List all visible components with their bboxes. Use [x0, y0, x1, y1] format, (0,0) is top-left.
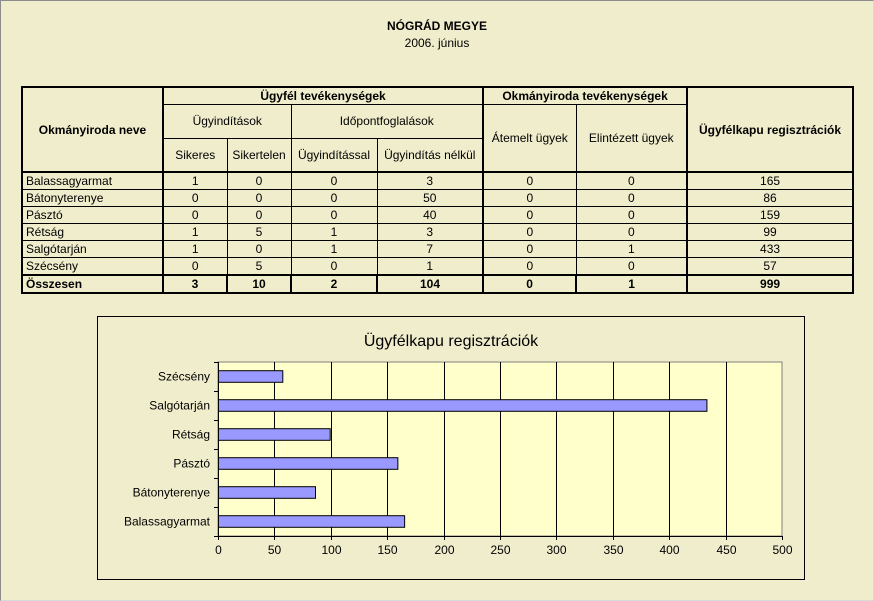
x-tick-label: 200 — [434, 543, 455, 557]
page-title: NÓGRÁD MEGYE — [386, 19, 487, 33]
table-row — [22, 241, 853, 258]
x-tick-label: 0 — [215, 543, 222, 557]
bar — [219, 400, 707, 412]
header-initiations: Ügyindítások — [163, 104, 291, 138]
header-fail: Sikertelen — [227, 138, 291, 172]
page-subtitle: 2006. június — [404, 36, 470, 50]
cell-success: 0 — [163, 258, 227, 276]
cell-with-initiation: 0 — [291, 207, 377, 224]
y-tick-label: Bátonyterenye — [132, 485, 210, 500]
y-tick-label: Balassagyarmat — [123, 514, 210, 529]
cell-processed: 0 — [576, 172, 687, 190]
header-with-initiation: Ügyindítással — [291, 138, 377, 172]
header-client-activities: Ügyfél tevékenységek — [163, 87, 483, 104]
cell-with-initiation: 0 — [291, 190, 377, 207]
cell-transferred: 0 — [483, 241, 576, 258]
cell-portal: 86 — [687, 190, 853, 207]
bar — [219, 371, 283, 383]
cell-without-initiation: 1 — [377, 258, 483, 276]
y-tick-label: Szécsény — [157, 369, 210, 384]
table-row — [22, 207, 853, 224]
x-tick-label: 100 — [321, 543, 342, 557]
x-tick-label: 500 — [772, 543, 793, 557]
cell-portal: 99 — [687, 224, 853, 241]
total-row — [22, 275, 853, 293]
cell-transferred: 0 — [483, 224, 576, 241]
cell-fail: 0 — [227, 172, 291, 190]
table-row — [22, 172, 853, 190]
cell-fail: 0 — [227, 241, 291, 258]
total-portal: 999 — [687, 275, 853, 293]
cell-with-initiation: 0 — [291, 172, 377, 190]
x-tick-label: 150 — [377, 543, 398, 557]
cell-portal: 165 — [687, 172, 853, 190]
bar — [219, 487, 316, 499]
header-appointments: Időpontfoglalások — [291, 104, 483, 138]
x-tick-label: 300 — [546, 543, 567, 557]
header-portal-registrations: Ügyfélkapu regisztrációk — [687, 87, 853, 172]
cell-transferred: 0 — [483, 190, 576, 207]
x-tick-label: 350 — [603, 543, 624, 557]
bar-chart — [97, 316, 805, 580]
cell-without-initiation: 3 — [377, 224, 483, 241]
table-row — [22, 190, 853, 207]
office-name: Rétság — [22, 224, 163, 241]
cell-with-initiation: 1 — [291, 224, 377, 241]
cell-without-initiation: 7 — [377, 241, 483, 258]
total-with-initiation: 2 — [291, 275, 377, 293]
header-office-activities: Okmányiroda tevékenységek — [483, 87, 687, 104]
header-success: Sikeres — [163, 138, 227, 172]
cell-without-initiation: 40 — [377, 207, 483, 224]
cell-portal: 159 — [687, 207, 853, 224]
total-label: Összesen — [22, 275, 163, 293]
cell-transferred: 0 — [483, 172, 576, 190]
header-without-initiation: Ügyindítás nélkül — [377, 138, 483, 172]
bar — [219, 429, 331, 441]
total-transferred: 0 — [483, 275, 576, 293]
x-tick-label: 50 — [267, 543, 282, 557]
cell-processed: 0 — [576, 207, 687, 224]
total-success: 3 — [163, 275, 227, 293]
cell-fail: 0 — [227, 207, 291, 224]
cell-success: 1 — [163, 172, 227, 190]
total-fail: 10 — [227, 275, 291, 293]
cell-success: 0 — [163, 190, 227, 207]
cell-success: 1 — [163, 224, 227, 241]
office-name: Szécsény — [22, 258, 163, 276]
chart-title: Ügyfélkapu regisztrációk — [363, 333, 539, 350]
total-processed: 1 — [576, 275, 687, 293]
y-tick-label: Pásztó — [173, 456, 210, 471]
x-tick-label: 450 — [716, 543, 737, 557]
cell-fail: 0 — [227, 190, 291, 207]
statistics-table — [21, 86, 854, 294]
header-transferred: Átemelt ügyek — [483, 104, 576, 172]
y-tick-label: Rétság — [171, 427, 210, 442]
cell-processed: 0 — [576, 190, 687, 207]
cell-transferred: 0 — [483, 258, 576, 276]
office-name: Salgótarján — [22, 241, 163, 258]
cell-portal: 57 — [687, 258, 853, 276]
x-tick-label: 250 — [490, 543, 511, 557]
cell-with-initiation: 0 — [291, 258, 377, 276]
cell-with-initiation: 1 — [291, 241, 377, 258]
header-processed: Elintézett ügyek — [576, 104, 687, 172]
cell-without-initiation: 3 — [377, 172, 483, 190]
bar — [219, 516, 405, 528]
cell-without-initiation: 50 — [377, 190, 483, 207]
table-row — [22, 224, 853, 241]
cell-success: 1 — [163, 241, 227, 258]
cell-processed: 0 — [576, 224, 687, 241]
bar — [219, 458, 398, 470]
cell-processed: 0 — [576, 258, 687, 276]
office-name: Balassagyarmat — [22, 172, 163, 190]
x-tick-label: 400 — [659, 543, 680, 557]
cell-processed: 1 — [576, 241, 687, 258]
cell-success: 0 — [163, 207, 227, 224]
cell-fail: 5 — [227, 258, 291, 276]
office-name: Pásztó — [22, 207, 163, 224]
cell-transferred: 0 — [483, 207, 576, 224]
cell-fail: 5 — [227, 224, 291, 241]
cell-portal: 433 — [687, 241, 853, 258]
table-row — [22, 258, 853, 276]
y-tick-label: Salgótarján — [149, 398, 210, 413]
office-name: Bátonyterenye — [22, 190, 163, 207]
total-without-initiation: 104 — [377, 275, 483, 293]
header-office-name: Okmányiroda neve — [22, 87, 163, 172]
chart-canvas — [98, 317, 804, 579]
